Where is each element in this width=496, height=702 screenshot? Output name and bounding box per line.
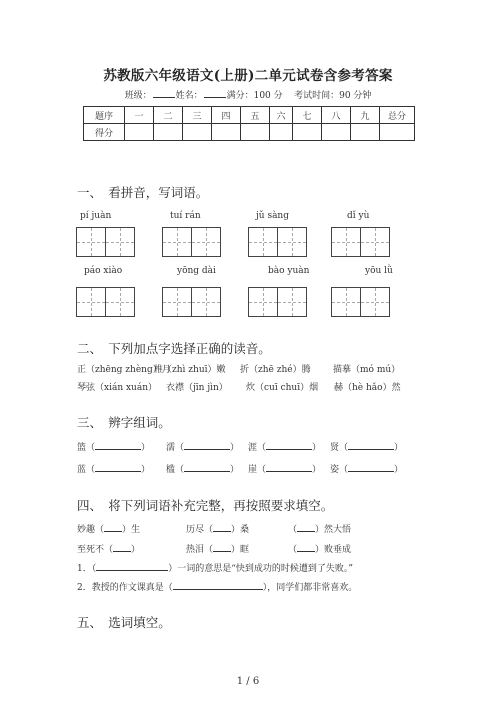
answer-blank[interactable]	[184, 462, 230, 472]
score-header-row	[84, 107, 415, 124]
pinyin-label: bào yuàn	[268, 266, 310, 276]
score-header-cell: 六	[270, 107, 293, 124]
word-group-item: 槛（ ）	[166, 462, 239, 475]
score-cell[interactable]	[212, 124, 241, 141]
word-group-item: 濡（ ）	[166, 440, 239, 453]
writing-grid[interactable]	[76, 287, 135, 317]
idiom-text: ）然大悟	[315, 525, 352, 535]
char-label: 篮	[77, 443, 87, 453]
score-cell[interactable]	[322, 124, 351, 141]
score-header-cell: 总分	[380, 107, 415, 124]
score-header-cell: 八	[322, 107, 351, 124]
score-cell[interactable]	[270, 124, 293, 141]
score-header-cell: 四	[212, 107, 241, 124]
char-label: 贤	[330, 443, 340, 453]
answer-blank[interactable]	[184, 440, 230, 450]
reading-choice[interactable]: 描摹（mó mú）	[333, 365, 401, 375]
score-header-cell: 一	[125, 107, 154, 124]
word-group-item: 姿（ ）	[330, 462, 403, 475]
reading-choice[interactable]: 衣襟（jīn jìn）	[166, 383, 228, 393]
idiom-text: ）眶	[231, 545, 250, 555]
word-group-item: 涯（ ）	[248, 440, 321, 453]
exam-time: 考试时间：90 分钟	[294, 91, 372, 101]
answer-blank[interactable]	[348, 462, 394, 472]
writing-grid[interactable]	[162, 227, 221, 257]
writing-grid[interactable]	[76, 227, 135, 257]
writing-grid[interactable]	[248, 227, 307, 257]
score-cell[interactable]	[351, 124, 380, 141]
score-value-row	[84, 124, 415, 141]
idiom-text: ）败垂成	[315, 545, 352, 555]
pinyin-label: yōng dài	[177, 266, 216, 276]
writing-grid[interactable]	[248, 287, 307, 317]
idiom-text: ）桑	[231, 525, 250, 535]
answer-blank[interactable]	[95, 440, 141, 450]
exam-meta	[0, 88, 496, 101]
question-text: 2．教授的作文课真是（	[77, 583, 173, 593]
answer-blank[interactable]	[266, 462, 312, 472]
name-blank	[204, 88, 226, 98]
reading-choice[interactable]: 炊（cuī chuī）烟	[246, 383, 319, 393]
answer-blank[interactable]	[173, 580, 263, 590]
pinyin-label: jǔ sàng	[256, 211, 289, 221]
idiom-text: ）	[131, 545, 141, 555]
answer-blank[interactable]	[213, 522, 231, 532]
pinyin-label: páo xiào	[84, 266, 123, 276]
score-header-cell: 二	[154, 107, 183, 124]
idiom-text: 热泪（	[186, 545, 214, 555]
writing-grid[interactable]	[331, 227, 390, 257]
char-label: 濡	[166, 443, 176, 453]
name-label: 姓名：	[175, 91, 203, 101]
pinyin-label: yōu lǜ	[365, 266, 393, 276]
idiom-item	[186, 522, 249, 535]
question-text: 1．（	[77, 564, 97, 574]
question-text: ），同学们都非常喜欢。	[262, 583, 358, 593]
char-label: 姿	[330, 465, 340, 475]
score-cell[interactable]	[241, 124, 270, 141]
char-label: 崖	[248, 465, 258, 475]
idiom-text: 妙趣（	[77, 525, 105, 535]
idiom-text: （	[288, 545, 298, 555]
writing-grid[interactable]	[331, 287, 390, 317]
class-label: 班级：	[124, 91, 152, 101]
score-header-cell: 三	[183, 107, 212, 124]
section-5-heading: 五、 选词填空。	[77, 615, 171, 630]
section-4-heading: 四、 将下列词语补充完整，再按照要求填空。	[77, 498, 334, 513]
full-score: 满分：100 分	[226, 91, 283, 101]
answer-blank[interactable]	[113, 542, 131, 552]
word-group-item: 贤（ ）	[330, 440, 403, 453]
answer-blank[interactable]	[104, 522, 122, 532]
score-row-label: 得分	[84, 124, 125, 141]
score-cell[interactable]	[154, 124, 183, 141]
idiom-item	[77, 522, 140, 535]
score-cell[interactable]	[183, 124, 212, 141]
writing-grid[interactable]	[162, 287, 221, 317]
pinyin-label: pí juàn	[80, 211, 112, 221]
idiom-text: ）生	[122, 525, 141, 535]
char-label: 槛	[166, 465, 176, 475]
score-cell[interactable]	[380, 124, 415, 141]
word-group-item: 蓝（ ）	[77, 462, 150, 475]
section-3-heading: 三、 辨字组词。	[77, 415, 171, 430]
section-2-heading: 二、 下列加点字选择正确的读音。	[77, 341, 271, 356]
page-title: 苏教版六年级语文(上册)二单元试卷含参考答案	[103, 68, 393, 84]
idiom-item	[288, 522, 351, 535]
word-group-item: 篮（ ）	[77, 440, 150, 453]
reading-choice[interactable]: 折（zhē zhé）腾	[240, 365, 311, 375]
reading-choice[interactable]: 琴弦（xián xuán）	[77, 383, 158, 393]
idiom-text: 历尽（	[186, 525, 214, 535]
score-table	[83, 106, 415, 141]
idiom-text: （	[288, 525, 298, 535]
score-cell[interactable]	[125, 124, 154, 141]
question-2	[77, 580, 357, 593]
score-header-cell: 九	[351, 107, 380, 124]
idiom-item	[77, 542, 140, 555]
score-header-cell: 题序	[84, 107, 125, 124]
page-number: 1 / 6	[236, 676, 260, 687]
pinyin-label: tuí rán	[170, 211, 201, 221]
answer-blank[interactable]	[297, 522, 315, 532]
question-text: ）一词的意思是“快到成功的时候遭到了失败。”	[168, 564, 353, 574]
char-label: 蓝	[77, 465, 87, 475]
char-label: 涯	[248, 443, 258, 453]
score-header-cell: 七	[293, 107, 322, 124]
answer-blank[interactable]	[297, 542, 315, 552]
reading-choice[interactable]: 椎（zhì zhuī）嫩	[154, 365, 226, 375]
answer-blank[interactable]	[95, 462, 141, 472]
answer-blank[interactable]	[348, 440, 394, 450]
word-group-item: 崖（ ）	[248, 462, 321, 475]
question-1	[77, 561, 353, 574]
idiom-item	[288, 542, 351, 555]
answer-blank[interactable]	[96, 561, 168, 571]
score-cell[interactable]	[293, 124, 322, 141]
pinyin-label: dǐ yù	[347, 211, 370, 221]
reading-choice[interactable]: 赫（hè hǎo）然	[334, 383, 401, 393]
idiom-text: 至死不（	[77, 545, 114, 555]
answer-blank[interactable]	[266, 440, 312, 450]
idiom-item	[186, 542, 249, 555]
score-header-cell: 五	[241, 107, 270, 124]
reading-choice[interactable]: 正（zhēng zhèng）月	[77, 365, 171, 375]
section-1-heading: 一、 看拼音，写词语。	[77, 185, 209, 200]
answer-blank[interactable]	[213, 542, 231, 552]
class-blank	[153, 88, 175, 98]
